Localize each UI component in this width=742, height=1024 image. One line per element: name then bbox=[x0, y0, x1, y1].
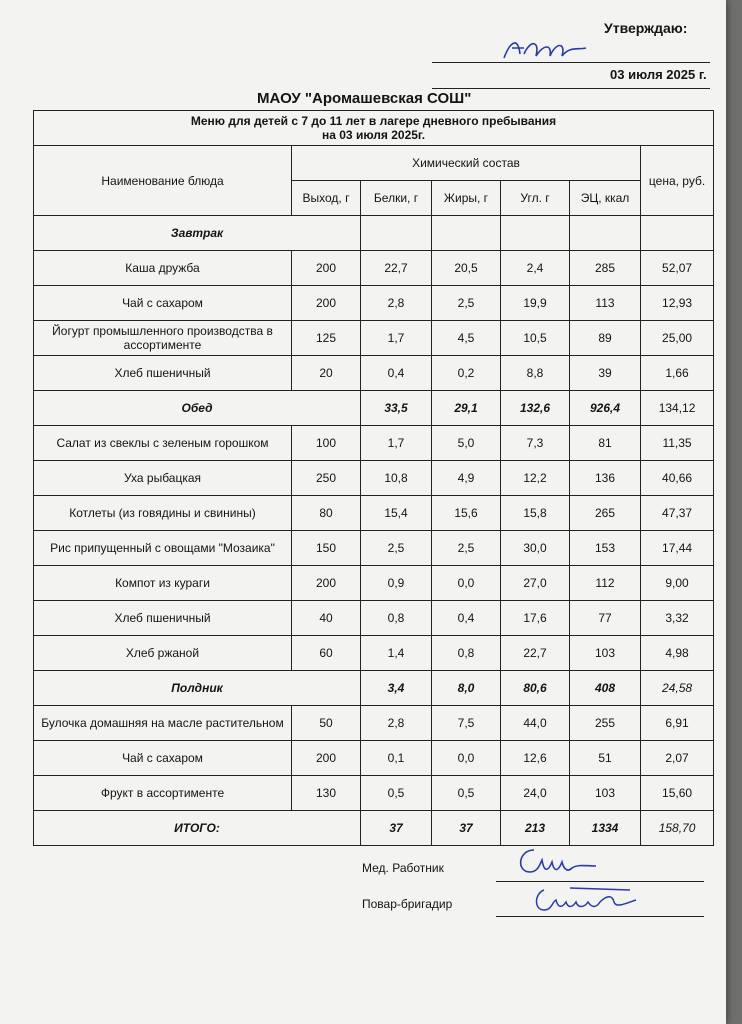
dish-yield: 200 bbox=[292, 286, 361, 321]
dish-energy: 77 bbox=[570, 601, 641, 636]
dish-yield: 250 bbox=[292, 461, 361, 496]
dish-yield: 20 bbox=[292, 356, 361, 391]
dish-price: 47,37 bbox=[641, 496, 714, 531]
dish-carb: 44,0 bbox=[501, 706, 570, 741]
dish-price: 11,35 bbox=[641, 426, 714, 461]
menu-title bbox=[34, 111, 714, 146]
col-protein-header: Белки, г bbox=[361, 181, 432, 216]
dish-name: Компот из кураги bbox=[34, 566, 292, 601]
table-row bbox=[34, 251, 714, 286]
col-carb-header: Угл. г bbox=[501, 181, 570, 216]
dish-fat: 0,4 bbox=[432, 601, 501, 636]
dish-yield: 40 bbox=[292, 601, 361, 636]
lunch-total-price: 134,12 bbox=[641, 391, 714, 426]
dish-fat: 2,5 bbox=[432, 286, 501, 321]
dish-fat: 0,0 bbox=[432, 741, 501, 776]
dish-fat: 0,5 bbox=[432, 776, 501, 811]
table-row bbox=[34, 496, 714, 531]
cook-label: Повар-бригадир bbox=[362, 897, 453, 911]
dish-carb: 2,4 bbox=[501, 251, 570, 286]
cook-signature-line bbox=[496, 916, 704, 917]
date-line bbox=[432, 88, 710, 89]
total-energy: 1334 bbox=[570, 811, 641, 846]
dish-name: Котлеты (из говядины и свинины) bbox=[34, 496, 292, 531]
col-chem-header: Химический состав bbox=[292, 146, 641, 181]
table-row bbox=[34, 531, 714, 566]
dish-name: Рис припущенный с овощами "Мозаика" bbox=[34, 531, 292, 566]
section-row-lunch bbox=[34, 391, 714, 426]
table-row bbox=[34, 461, 714, 496]
empty-cell bbox=[361, 216, 432, 251]
dish-energy: 285 bbox=[570, 251, 641, 286]
dish-fat: 7,5 bbox=[432, 706, 501, 741]
table-row bbox=[34, 426, 714, 461]
menu-title-line1: Меню для детей с 7 до 11 лет в лагере дневного пребывания bbox=[190, 114, 557, 128]
dish-carb: 22,7 bbox=[501, 636, 570, 671]
dish-name: Хлеб пшеничный bbox=[34, 601, 292, 636]
approval-label: Утверждаю: bbox=[604, 20, 688, 36]
dish-protein: 0,4 bbox=[361, 356, 432, 391]
snack-total-price: 24,58 bbox=[641, 671, 714, 706]
dish-carb: 10,5 bbox=[501, 321, 570, 356]
dish-yield: 80 bbox=[292, 496, 361, 531]
dish-fat: 0,2 bbox=[432, 356, 501, 391]
lunch-total-energy: 926,4 bbox=[570, 391, 641, 426]
dish-protein: 2,5 bbox=[361, 531, 432, 566]
dish-protein: 0,1 bbox=[361, 741, 432, 776]
dish-yield: 200 bbox=[292, 741, 361, 776]
approval-signature-line bbox=[432, 62, 710, 63]
lunch-total-carb: 132,6 bbox=[501, 391, 570, 426]
dish-protein: 1,7 bbox=[361, 321, 432, 356]
dish-protein: 0,9 bbox=[361, 566, 432, 601]
dish-protein: 15,4 bbox=[361, 496, 432, 531]
section-label-lunch: Обед bbox=[34, 391, 361, 426]
dish-fat: 5,0 bbox=[432, 426, 501, 461]
director-signature bbox=[500, 32, 590, 64]
dish-carb: 12,2 bbox=[501, 461, 570, 496]
dish-fat: 4,9 bbox=[432, 461, 501, 496]
medic-signature-line bbox=[496, 881, 704, 882]
total-fat: 37 bbox=[432, 811, 501, 846]
dish-price: 15,60 bbox=[641, 776, 714, 811]
dish-energy: 39 bbox=[570, 356, 641, 391]
dish-name: Фрукт в ассортименте bbox=[34, 776, 292, 811]
dish-price: 9,00 bbox=[641, 566, 714, 601]
dish-carb: 30,0 bbox=[501, 531, 570, 566]
dish-price: 3,32 bbox=[641, 601, 714, 636]
title-row bbox=[34, 111, 714, 146]
lunch-total-fat: 29,1 bbox=[432, 391, 501, 426]
dish-yield: 50 bbox=[292, 706, 361, 741]
table-row bbox=[34, 741, 714, 776]
dish-carb: 19,9 bbox=[501, 286, 570, 321]
snack-total-protein: 3,4 bbox=[361, 671, 432, 706]
dish-price: 12,93 bbox=[641, 286, 714, 321]
dish-energy: 113 bbox=[570, 286, 641, 321]
col-energy-header: ЭЦ, ккал bbox=[570, 181, 641, 216]
dish-protein: 2,8 bbox=[361, 286, 432, 321]
empty-cell bbox=[501, 216, 570, 251]
total-row bbox=[34, 811, 714, 846]
dish-carb: 17,6 bbox=[501, 601, 570, 636]
snack-total-energy: 408 bbox=[570, 671, 641, 706]
dish-yield: 100 bbox=[292, 426, 361, 461]
dish-name: Чай с сахаром bbox=[34, 286, 292, 321]
dish-protein: 2,8 bbox=[361, 706, 432, 741]
dish-name: Уха рыбацкая bbox=[34, 461, 292, 496]
dish-carb: 27,0 bbox=[501, 566, 570, 601]
dish-name: Булочка домашняя на масле растительном bbox=[34, 706, 292, 741]
dish-protein: 0,8 bbox=[361, 601, 432, 636]
dish-energy: 255 bbox=[570, 706, 641, 741]
medic-label: Мед. Работник bbox=[362, 861, 444, 875]
menu-title-line2: на 03 июля 2025г. bbox=[322, 128, 426, 142]
approval-date: 03 июля 2025 г. bbox=[610, 67, 707, 82]
col-price-header: цена, руб. bbox=[641, 146, 714, 216]
dish-protein: 1,7 bbox=[361, 426, 432, 461]
dish-fat: 4,5 bbox=[432, 321, 501, 356]
empty-cell bbox=[432, 216, 501, 251]
dish-protein: 1,4 bbox=[361, 636, 432, 671]
dish-name: Каша дружба bbox=[34, 251, 292, 286]
dish-price: 17,44 bbox=[641, 531, 714, 566]
dish-fat: 0,8 bbox=[432, 636, 501, 671]
dish-energy: 136 bbox=[570, 461, 641, 496]
dish-energy: 265 bbox=[570, 496, 641, 531]
dish-yield: 60 bbox=[292, 636, 361, 671]
table-row bbox=[34, 706, 714, 741]
dish-yield: 125 bbox=[292, 321, 361, 356]
dish-energy: 112 bbox=[570, 566, 641, 601]
total-label: ИТОГО: bbox=[34, 811, 361, 846]
dish-yield: 200 bbox=[292, 251, 361, 286]
table-row bbox=[34, 776, 714, 811]
dish-name: Хлеб пшеничный bbox=[34, 356, 292, 391]
dish-carb: 15,8 bbox=[501, 496, 570, 531]
dish-price: 1,66 bbox=[641, 356, 714, 391]
snack-total-carb: 80,6 bbox=[501, 671, 570, 706]
dish-carb: 12,6 bbox=[501, 741, 570, 776]
school-name: МАОУ "Аромашевская СОШ" bbox=[257, 90, 472, 107]
table-row bbox=[34, 286, 714, 321]
dish-price: 52,07 bbox=[641, 251, 714, 286]
dish-fat: 2,5 bbox=[432, 531, 501, 566]
dish-price: 2,07 bbox=[641, 741, 714, 776]
dish-yield: 150 bbox=[292, 531, 361, 566]
dish-yield: 200 bbox=[292, 566, 361, 601]
section-row-breakfast bbox=[34, 216, 714, 251]
col-yield-header: Выход, г bbox=[292, 181, 361, 216]
dish-name: Салат из свеклы с зеленым горошком bbox=[34, 426, 292, 461]
table-row bbox=[34, 321, 714, 356]
dish-name: Чай с сахаром bbox=[34, 741, 292, 776]
empty-cell bbox=[570, 216, 641, 251]
dish-fat: 20,5 bbox=[432, 251, 501, 286]
lunch-total-protein: 33,5 bbox=[361, 391, 432, 426]
table-row bbox=[34, 636, 714, 671]
dish-energy: 153 bbox=[570, 531, 641, 566]
dish-price: 25,00 bbox=[641, 321, 714, 356]
empty-cell bbox=[641, 216, 714, 251]
dish-energy: 51 bbox=[570, 741, 641, 776]
menu-table bbox=[33, 110, 714, 846]
dish-energy: 103 bbox=[570, 636, 641, 671]
dish-protein: 22,7 bbox=[361, 251, 432, 286]
dish-name: Йогурт промышленного производства в ассортименте bbox=[34, 321, 292, 356]
dish-price: 4,98 bbox=[641, 636, 714, 671]
col-name-header: Наименование блюда bbox=[34, 146, 292, 216]
dish-name: Хлеб ржаной bbox=[34, 636, 292, 671]
dish-carb: 24,0 bbox=[501, 776, 570, 811]
total-price: 158,70 bbox=[641, 811, 714, 846]
dish-price: 40,66 bbox=[641, 461, 714, 496]
section-label-breakfast: Завтрак bbox=[34, 216, 361, 251]
dish-energy: 89 bbox=[570, 321, 641, 356]
medic-signature bbox=[512, 842, 602, 882]
snack-total-fat: 8,0 bbox=[432, 671, 501, 706]
section-label-snack: Полдник bbox=[34, 671, 361, 706]
section-row-snack bbox=[34, 671, 714, 706]
col-fat-header: Жиры, г bbox=[432, 181, 501, 216]
table-row bbox=[34, 601, 714, 636]
cook-signature bbox=[530, 884, 640, 918]
total-carb: 213 bbox=[501, 811, 570, 846]
dish-protein: 10,8 bbox=[361, 461, 432, 496]
total-protein: 37 bbox=[361, 811, 432, 846]
dish-carb: 8,8 bbox=[501, 356, 570, 391]
header-row-1 bbox=[34, 146, 714, 181]
dish-price: 6,91 bbox=[641, 706, 714, 741]
dish-fat: 15,6 bbox=[432, 496, 501, 531]
table-row bbox=[34, 356, 714, 391]
dish-carb: 7,3 bbox=[501, 426, 570, 461]
dish-fat: 0,0 bbox=[432, 566, 501, 601]
dish-yield: 130 bbox=[292, 776, 361, 811]
dish-energy: 81 bbox=[570, 426, 641, 461]
dish-energy: 103 bbox=[570, 776, 641, 811]
dish-protein: 0,5 bbox=[361, 776, 432, 811]
table-row bbox=[34, 566, 714, 601]
